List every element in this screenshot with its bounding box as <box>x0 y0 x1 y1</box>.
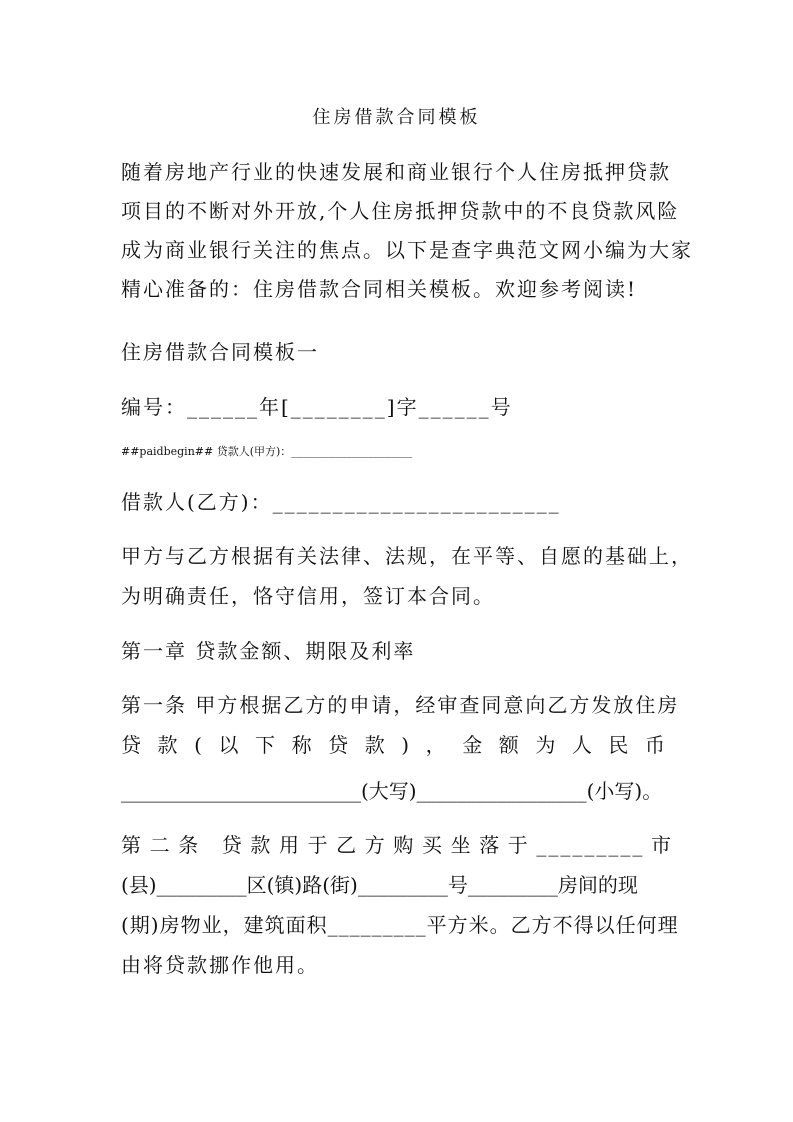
section-heading: 住房借款合同模板一 <box>121 340 319 364</box>
intro-line-4: 精心准备的：住房借款合同相关模板。欢迎参考阅读! <box>121 277 638 301</box>
article1-line-1: 第一条 甲方根据乙方的申请，经审查同意向乙方发放住房 <box>121 693 680 717</box>
agreement-line-2: 为明确责任，恪守信用，签订本合同。 <box>121 584 495 608</box>
article2-line-4: 由将贷款挪作他用。 <box>121 953 319 977</box>
intro-line-2: 项目的不断对外开放,个人住房抵押贷款中的不良贷款风险 <box>121 199 680 223</box>
article1-line-2: 贷款(以下称贷款)，金额为人民币 <box>121 733 673 757</box>
article2-line-1: 第二条 贷款用于乙方购买坐落于_________市 <box>121 833 673 857</box>
serial-number-line: 编号：______年[________]字______号 <box>121 395 513 419</box>
intro-line-1: 随着房地产行业的快速发展和商业银行个人住房抵押贷款 <box>121 160 671 184</box>
article2-line-3: (期)房物业，建筑面积_________平方米。乙方不得以任何理 <box>121 913 679 937</box>
agreement-line-1: 甲方与乙方根据有关法律、法规，在平等、自愿的基础上， <box>121 544 693 568</box>
document-title: 住房借款合同模板 <box>312 107 481 128</box>
chapter-heading: 第一章 贷款金额、期限及利率 <box>121 639 416 663</box>
borrower-line: 借款人(乙方)：________________________ <box>121 490 561 514</box>
article1-line-3: ________________________(大写)_________________(小写)。 <box>121 779 663 803</box>
paid-lender-line: ##paidbegin## 贷款人(甲方)：______________________ <box>121 445 413 458</box>
article2-line-2: (县)_________区(镇)路(街)_________号_________房间的现 <box>121 873 638 897</box>
intro-line-3: 成为商业银行关注的焦点。以下是查字典范文网小编为大家 <box>121 238 693 262</box>
